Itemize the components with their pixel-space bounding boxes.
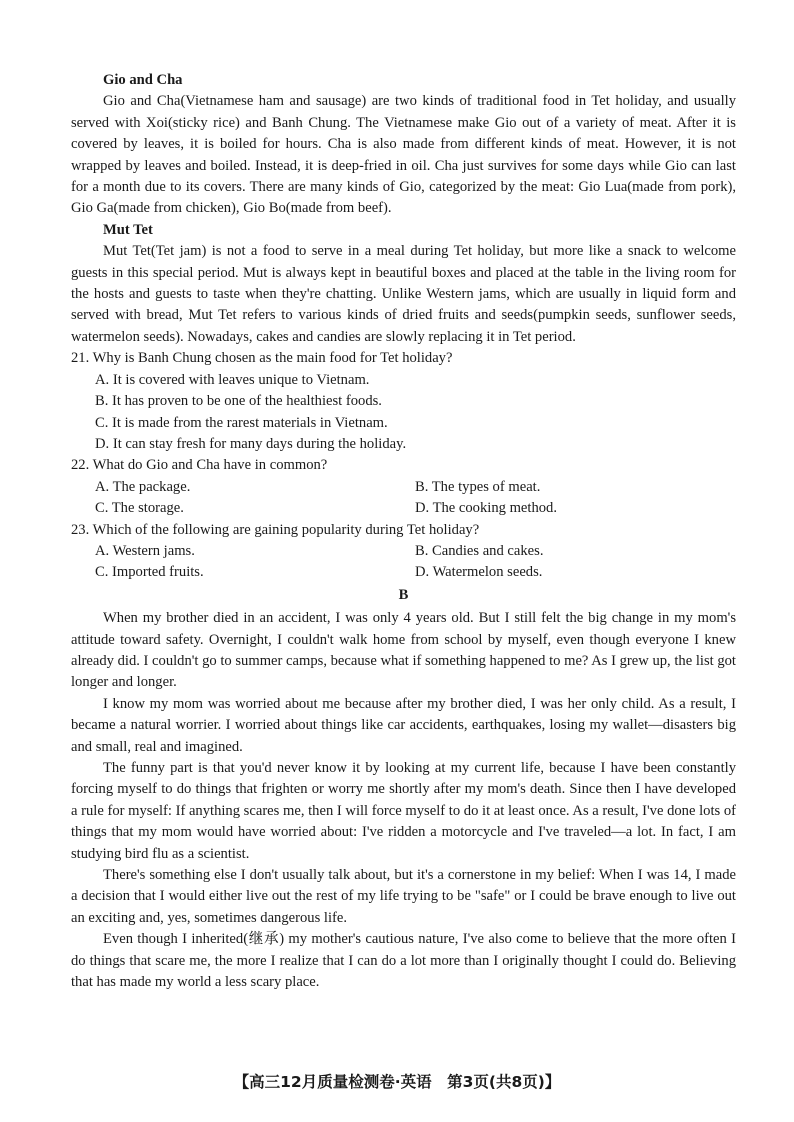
question-stem: 23. Which of the following are gaining popularity during Tet holiday? [71, 521, 480, 538]
option-row [71, 562, 736, 583]
question-21 [71, 348, 736, 455]
option-row [71, 498, 736, 519]
passage-b-paragraph-4: There's something else I don't usually talk about, but it's a cornerstone in my belief: When I was 14, I made a decision that I would either live out the rest of my life trying to be "safe" or I could be brave enough to live out an exciting and, yes, sometimes dangerous life. [71, 867, 736, 926]
page-footer: 【高三12月质量检测卷·英语 第3页(共8页)】 [233, 1073, 561, 1091]
page-content [71, 70, 736, 993]
passage-b-paragraph-5: Even though I inherited(继承) my mother's cautious nature, I've also come to believe that the more often I do things that scare me, the more I realize that I can do a lot more than I originally thought I could do. Believing that has made my world a less scary place. [71, 931, 736, 991]
question-23 [71, 520, 736, 584]
question-stem: 22. What do Gio and Cha have in common? [71, 457, 328, 474]
option-d: D. Watermelon seeds. [415, 564, 543, 581]
option-a: A. The package. [95, 478, 191, 495]
option-c: C. Imported fruits. [95, 564, 204, 581]
option-b: B. The types of meat. [415, 478, 541, 495]
mut-tet-paragraph: Mut Tet(Tet jam) is not a food to serve in a meal during Tet holiday, but more like a snack to welcome guests in this special period. Mut is always kept in beautiful boxes and placed at the table in the living room for the hosts and guests to taste when they're chatting. Unlike Western jams, which are usually in liquid form and served with bread, Mut Tet refers to various kinds of dried fruits and seeds(pumpkin seeds, sunflower seeds, watermelon seeds). Nowadays, cakes and candies are slowly replacing it in Tet period. [71, 243, 736, 345]
passage-b-paragraph-3: The funny part is that you'd never know it by looking at my current life, because I have been constantly forcing myself to do things that frighten or worry me shortly after my mom's death. Since then I have developed a rule for myself: If anything scares me, then I will force myself to do it at least once. As a result, I've done lots of things that my mom would have worried about: I've ridden a motorcycle and I've traveled—a lot. In fact, I am studying bird flu as a scientist. [71, 760, 736, 862]
question-22 [71, 455, 736, 519]
gio-cha-paragraph: Gio and Cha(Vietnamese ham and sausage) are two kinds of traditional food in Tet holiday, and usually served with Xoi(sticky rice) and Banh Chung. The Vietnamese make Gio out of a variety of meat. After it is covered by leaves, it is boiled for hours. Cha is also made from different kinds of meat. However, it is not wrapped by leaves and boiled. Instead, it is deep-fried in oil. Cha just survives for some days while Gio can last for a month due to its covers. There are many kinds of Gio, categorized by the meat: Gio Lua(made from pork), Gio Ga(made from chicken), Gio Bo(made from beef). [71, 93, 736, 217]
option-row [71, 477, 736, 498]
section-b-label: B [398, 586, 409, 603]
option-b: B. Candies and cakes. [415, 542, 544, 559]
option-row [71, 541, 736, 562]
option-d: D. It can stay fresh for many days during the holiday. [95, 435, 407, 452]
passage-b-paragraph-1: When my brother died in an accident, I was only 4 years old. But I still felt the big change in my mom's attitude toward safety. Overnight, I couldn't walk home from school by myself, even though everyone I knew already did. I couldn't go to summer camps, because what if something happened to me? As I grew up, the list got longer and longer. [71, 610, 736, 691]
gio-cha-heading: Gio and Cha [103, 72, 183, 88]
option-d: D. The cooking method. [415, 500, 557, 517]
mut-tet-heading: Mut Tet [103, 221, 153, 238]
option-c: C. It is made from the rarest materials in Vietnam. [95, 414, 388, 431]
option-c: C. The storage. [95, 500, 184, 517]
passage-b-paragraph-2: I know my mom was worried about me because after my brother died, I was her only child. As a result, I became a natural worrier. I worried about things like car accidents, earthquakes, losing my wallet—disasters big and small, real and imagined. [71, 695, 736, 755]
option-a: A. Western jams. [95, 542, 195, 559]
option-b: B. It has proven to be one of the healthiest foods. [95, 393, 382, 410]
question-stem: 21. Why is Banh Chung chosen as the main food for Tet holiday? [71, 350, 453, 367]
option-a: A. It is covered with leaves unique to Vietnam. [95, 371, 370, 388]
